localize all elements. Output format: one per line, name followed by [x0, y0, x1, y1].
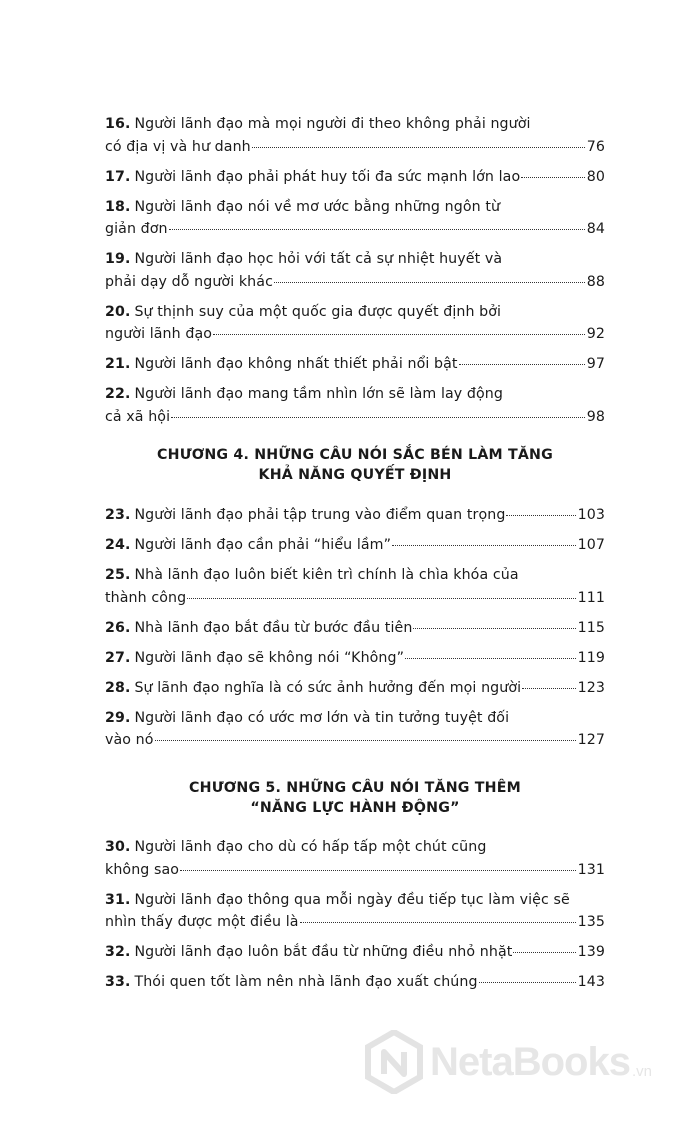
toc-group-chapter-4 [105, 504, 605, 759]
dot-leader [413, 627, 575, 629]
dot-leader [180, 869, 576, 871]
toc-entry-number: 16. [105, 116, 131, 132]
toc-entry-last-line [105, 166, 605, 189]
toc-entry-title: Người lãnh đạo không nhất thiết phải nổi bật [134, 356, 458, 372]
toc-entry-page-number: 119 [577, 649, 605, 666]
toc-entry [105, 971, 605, 994]
toc-entry-last-line [105, 323, 605, 346]
toc-entry-line [105, 707, 605, 730]
toc-entry-title: Người lãnh đạo có ước mơ lớn và tin tưởng tuyệt đối [134, 709, 510, 726]
toc-entry [105, 166, 605, 189]
toc-entry-page-number: 111 [577, 589, 605, 606]
toc-entry-title: Người lãnh đạo phải phát huy tối đa sức mạnh lớn lao [134, 168, 521, 185]
toc-entry-last-line [105, 353, 605, 376]
toc-entry-last-line [105, 271, 605, 294]
toc-entry-number: 32. [105, 944, 131, 960]
toc-entry-number: 26. [105, 619, 131, 636]
toc-entry-title: người lãnh đạo [105, 326, 213, 342]
watermark-brand: NetaBooks [430, 1039, 630, 1084]
toc-entry-title: có địa vị và hư danh [105, 138, 251, 155]
chapter-heading-line: KHẢ NĂNG QUYẾT ĐỊNH [258, 467, 452, 483]
toc-entry-page-number: 123 [577, 679, 605, 696]
chapter-4-heading [105, 445, 605, 485]
toc-entry-line [105, 113, 605, 136]
dot-leader [405, 657, 576, 659]
toc-entry-number: 27. [105, 649, 131, 666]
toc-entry-title: phải dạy dỗ người khác [105, 273, 273, 290]
toc-entry-last-line [105, 534, 605, 557]
dot-leader [252, 146, 585, 148]
toc-entry-number: 22. [105, 386, 131, 402]
dot-leader [392, 544, 576, 546]
toc-entry-page-number: 115 [577, 619, 605, 636]
toc-entry-number: 30. [105, 839, 131, 855]
toc-entry-number: 20. [105, 303, 131, 320]
dot-leader [459, 363, 585, 365]
toc-entry-page-number: 127 [577, 732, 605, 748]
toc-entry-number: 25. [105, 567, 131, 583]
toc-entry-line [105, 301, 605, 324]
toc-entry-number: 23. [105, 507, 131, 523]
toc-entry [105, 113, 605, 158]
toc-entry-number: 17. [105, 168, 131, 185]
toc-entry-page-number: 88 [586, 273, 605, 290]
toc-entry-page-number: 84 [586, 221, 605, 237]
dot-leader [506, 514, 575, 516]
toc-entry-last-line [105, 971, 605, 994]
toc-entry [105, 353, 605, 376]
toc-entry-number: 28. [105, 679, 131, 696]
toc-entry [105, 248, 605, 293]
toc-entry-title: vào nó [105, 732, 154, 748]
toc-entry-last-line [105, 136, 605, 159]
chapter-heading-line: CHƯƠNG 5. NHỮNG CÂU NÓI TĂNG THÊM [189, 780, 521, 796]
toc-entry-page-number: 139 [577, 944, 605, 960]
toc-entry-title: Sự lãnh đạo nghĩa là có sức ảnh hưởng đến mọi người [134, 679, 522, 696]
toc-entry [105, 564, 605, 609]
toc-entry-page-number: 143 [577, 974, 605, 990]
toc-entry-number: 31. [105, 891, 131, 908]
toc-entry-number: 29. [105, 709, 131, 726]
toc-entry-line [105, 248, 605, 271]
toc-entry-page-number: 107 [577, 537, 605, 553]
dot-leader [479, 981, 576, 983]
toc-entry [105, 836, 605, 881]
toc-entry-number: 18. [105, 198, 131, 215]
toc-entry [105, 504, 605, 527]
toc-entry [105, 383, 605, 428]
toc-entry-title: Thói quen tốt làm nên nhà lãnh đạo xuất chúng [134, 974, 478, 990]
dot-leader [187, 597, 575, 599]
toc-entry-page-number: 76 [586, 138, 605, 155]
toc-entry-last-line [105, 859, 605, 882]
toc-entry-title: nhìn thấy được một điều là [105, 914, 299, 930]
toc-entry-last-line [105, 587, 605, 610]
toc-entry [105, 196, 605, 241]
toc-entry-line [105, 383, 605, 406]
toc-entry-page-number: 97 [586, 356, 605, 372]
dot-leader [513, 951, 575, 953]
toc-entry-page-number: 92 [586, 326, 605, 342]
toc-entry [105, 647, 605, 670]
toc-entry-title: Nhà lãnh đạo bắt đầu từ bước đầu tiên [134, 619, 413, 636]
toc-entry-last-line [105, 647, 605, 670]
toc-entry-title: Người lãnh đạo mang tầm nhìn lớn sẽ làm lay động [134, 386, 503, 402]
dot-leader [213, 333, 585, 335]
dot-leader [155, 739, 576, 741]
toc-entry-title: Người lãnh đạo thông qua mỗi ngày đều tiếp tục làm việc sẽ [134, 891, 570, 908]
toc-entry-line [105, 836, 605, 859]
toc-entry-title: Người lãnh đạo nói về mơ ước bằng những ngôn từ [134, 198, 501, 215]
toc-entry-title: Người lãnh đạo luôn bắt đầu từ những điều nhỏ nhặt [134, 944, 513, 960]
toc-entry-title: cả xã hội [105, 408, 171, 425]
toc-entry-last-line [105, 617, 605, 640]
toc-group-chapter-5 [105, 836, 605, 1001]
toc-entry-number: 24. [105, 537, 131, 553]
toc-entry-title: Người lãnh đạo cho dù có hấp tấp một chút cũng [134, 839, 487, 855]
toc-entry [105, 534, 605, 557]
toc-entry [105, 889, 605, 934]
toc-entry-title: Người lãnh đạo học hỏi với tất cả sự nhiệt huyết và [134, 251, 503, 267]
toc-entry-last-line [105, 911, 605, 934]
toc-entry-title: Sự thịnh suy của một quốc gia được quyết định bởi [134, 303, 502, 320]
dot-leader [274, 281, 585, 283]
toc-entry-title: không sao [105, 861, 180, 878]
toc-entry-last-line [105, 941, 605, 964]
toc-entry-last-line [105, 218, 605, 241]
chapter-heading-line: CHƯƠNG 4. NHỮNG CÂU NÓI SẮC BÉN LÀM TĂNG [157, 447, 553, 463]
toc-entry-last-line [105, 406, 605, 429]
chapter-5-heading [105, 778, 605, 818]
toc-entry-line [105, 889, 605, 912]
toc-entry-title: Người lãnh đạo cần phải “hiểu lầm” [134, 537, 392, 553]
toc-entry-last-line [105, 504, 605, 527]
dot-leader [521, 176, 584, 178]
netabooks-logo-icon [362, 1030, 426, 1094]
dot-leader [171, 416, 585, 418]
toc-entry-line [105, 564, 605, 587]
toc-entry [105, 301, 605, 346]
toc-entry-title: Người lãnh đạo sẽ không nói “Không” [134, 649, 405, 666]
chapter-heading-line: “NĂNG LỰC HÀNH ĐỘNG” [250, 800, 460, 816]
dot-leader [522, 687, 575, 689]
toc-entry-page-number: 80 [586, 168, 605, 185]
toc-entry-page-number: 103 [577, 507, 605, 523]
toc-entry-number: 21. [105, 356, 131, 372]
toc-entry-title: giản đơn [105, 221, 168, 237]
toc-entry-line [105, 196, 605, 219]
watermark-suffix: .vn [631, 1062, 652, 1080]
toc-entry-title: thành công [105, 589, 187, 606]
toc-group-chapter-3 [105, 113, 605, 436]
dot-leader [300, 921, 576, 923]
toc-entry-page-number: 135 [577, 914, 605, 930]
toc-entry-title: Nhà lãnh đạo luôn biết kiên trì chính là chìa khóa của [134, 567, 519, 583]
toc-entry [105, 707, 605, 752]
toc-entry-title: Người lãnh đạo mà mọi người đi theo không phải người [134, 116, 531, 132]
toc-entry-last-line [105, 677, 605, 700]
toc-entry [105, 617, 605, 640]
toc-entry-title: Người lãnh đạo phải tập trung vào điểm quan trọng [134, 507, 506, 523]
netabooks-watermark [362, 1022, 692, 1102]
toc-entry-number: 19. [105, 251, 131, 267]
toc-entry-last-line [105, 729, 605, 752]
toc-entry [105, 941, 605, 964]
toc-entry-number: 33. [105, 974, 131, 990]
dot-leader [169, 228, 585, 230]
toc-entry-page-number: 98 [586, 408, 605, 425]
toc-entry-page-number: 131 [577, 861, 605, 878]
toc-entry [105, 677, 605, 700]
